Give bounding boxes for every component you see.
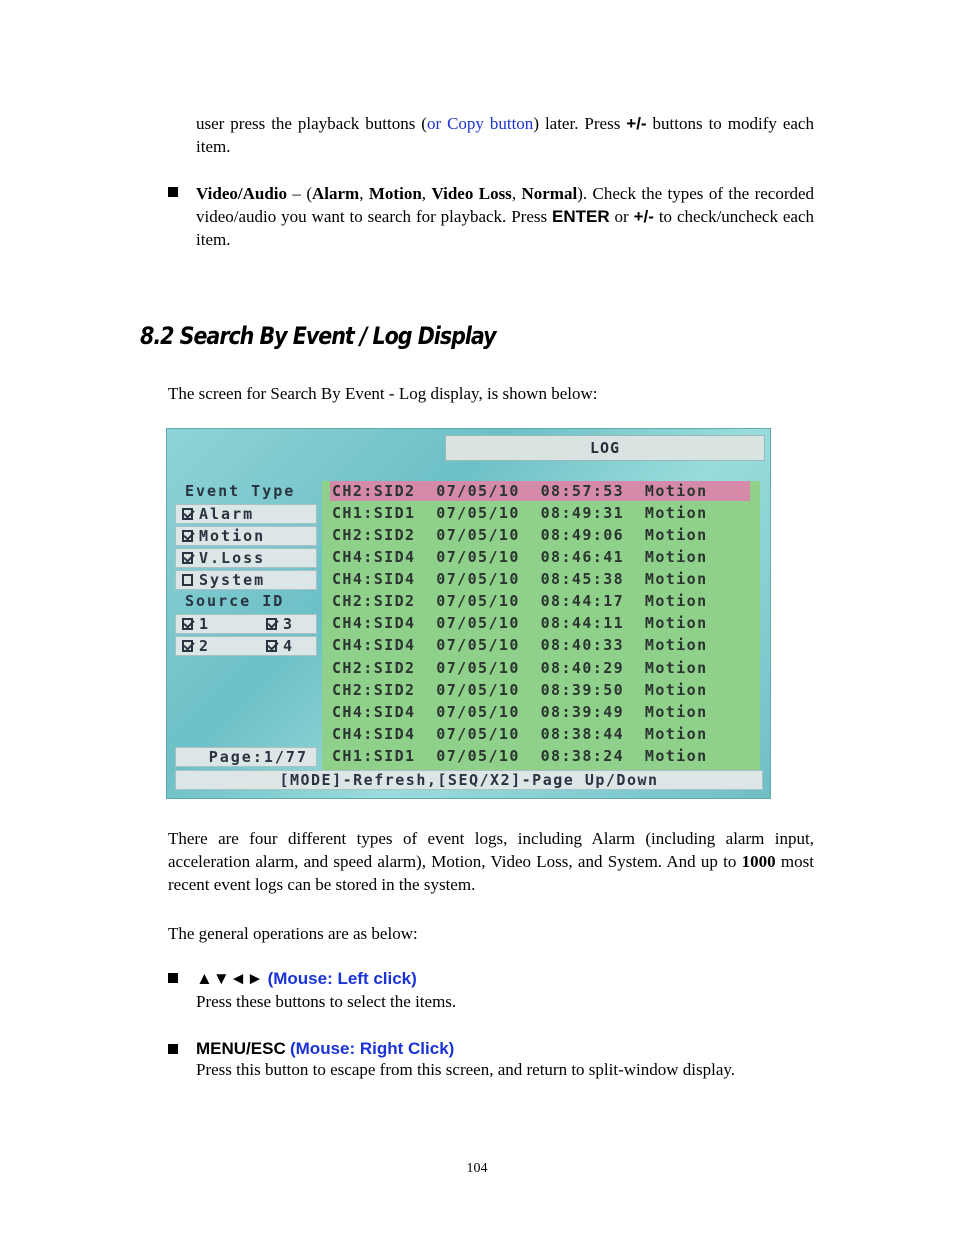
source-id-label: Source ID [185,592,285,610]
log-row[interactable]: CH4:SID4 07/05/10 08:38:44 Motion [332,725,708,743]
page-number: 104 [466,1161,488,1176]
source-2[interactable]: 2 [182,637,210,655]
checkbox-checked-icon [182,640,193,652]
bullet-square-icon [168,973,178,983]
bullet-square-icon [168,187,178,197]
bullet-square-icon [168,1044,178,1054]
log-row[interactable]: CH4:SID4 07/05/10 08:45:38 Motion [332,570,708,588]
event-type-motion[interactable]: Motion [175,526,317,546]
operations-intro: The general operations are as below: [168,924,418,943]
source-3[interactable]: 3 [266,615,294,634]
log-row[interactable]: CH4:SID4 07/05/10 08:46:41 Motion [332,548,708,566]
event-type-vloss[interactable]: V.Loss [175,548,317,568]
checkbox-checked-icon [182,618,193,630]
log-row[interactable]: CH2:SID2 07/05/10 08:49:06 Motion [332,526,708,544]
checkbox-checked-icon [182,508,193,520]
checkbox-checked-icon [266,618,277,630]
key-hint-bar: [MODE]-Refresh,[SEQ/X2]-Page Up/Down [175,770,763,790]
log-row[interactable]: CH1:SID1 07/05/10 08:49:31 Motion [332,504,708,522]
checkbox-checked-icon [182,530,193,542]
log-row[interactable]: CH2:SID2 07/05/10 08:40:29 Motion [332,659,708,677]
log-title: LOG [445,435,765,461]
copy-button-reference: or Copy button [426,114,534,133]
log-row[interactable]: CH1:SID1 07/05/10 08:38:24 Motion [332,747,708,765]
checkbox-unchecked-icon [182,574,193,586]
event-type-alarm[interactable]: Alarm [175,504,317,524]
event-types-paragraph: There are four different types of event logs, including Alarm (including alarm input, acceleration alarm, and speed alarm), Motion, Video Loss, and System. And up to 1000 most recent event logs can be stored in the system. [168,829,814,894]
event-type-system[interactable]: System [175,570,317,590]
checkbox-checked-icon [266,640,277,652]
source-4[interactable]: 4 [266,637,294,656]
log-row[interactable]: CH2:SID2 07/05/10 08:44:17 Motion [332,592,708,610]
video-audio-paragraph: Video/Audio – (Alarm, Motion, Video Loss, Normal). Check the types of the recorded video/audio you want to search for playback. Press ENTER or +/- to check/uncheck each item. [196,184,815,249]
log-screen [166,428,771,799]
page-indicator: Page:1/77 [175,747,317,767]
operation-menu-esc: MENU/ESC (Mouse: Right Click) Press this button to escape from this screen, and return to split-window display. [196,1039,736,1079]
log-row[interactable]: CH4:SID4 07/05/10 08:39:49 Motion [332,703,708,721]
source-1[interactable]: 1 [182,615,210,633]
log-row[interactable]: CH2:SID2 07/05/10 08:39:50 Motion [332,681,708,699]
log-row[interactable]: CH4:SID4 07/05/10 08:44:11 Motion [332,614,708,632]
section-heading: 8.2 Search By Event / Log Display [140,322,496,350]
screen-intro: The screen for Search By Event - Log display, is shown below: [168,384,598,403]
log-row[interactable]: CH4:SID4 07/05/10 08:40:33 Motion [332,636,708,654]
source-row-1 [175,614,317,634]
checkbox-checked-icon [182,552,193,564]
operation-arrows: ▲▼◄► (Mouse: Left click) Press these buttons to select the items. [196,969,457,1011]
arrow-keys-icon: ▲▼◄► [196,969,264,988]
source-row-2 [175,636,317,656]
event-type-label: Event Type [185,482,296,500]
log-row-selected[interactable]: CH2:SID2 07/05/10 08:57:53 Motion [330,481,750,501]
intro-paragraph: user press the playback buttons (or Copy button) later. Press +/- buttons to modify each item. [196,114,814,156]
